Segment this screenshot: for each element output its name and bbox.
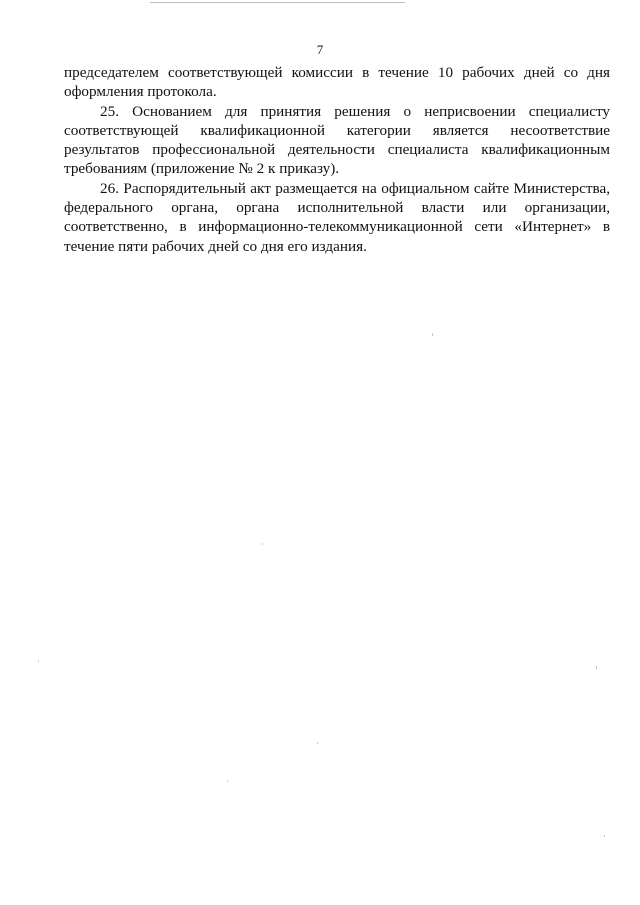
page-number: 7 [316,42,324,57]
scan-speck [317,742,318,744]
paragraph-25: 25. Основанием для принятия решения о неприсвоении специалисту соответствующей квалификационной категории является несоответствие результатов профессиональной деятельности специалиста квалификационным требованиям (приложение № 2 к приказу). [64,102,610,178]
paragraph-continuation: председателем соответствующей комиссии в течение 10 рабочих дней со дня оформления протокола. [64,64,610,101]
scan-speck [227,780,228,782]
document-body [64,63,610,256]
scan-speck [604,835,605,837]
paragraph-26: 26. Распорядительный акт размещается на официальном сайте Министерства, федерального органа, органа исполнительной власти или организации, соответственно, в информационно-телекоммуникационной сети «Интернет» в течение пяти рабочих дней со дня его издания. [64,179,610,255]
scan-speck [38,660,39,662]
scan-speck [596,666,597,669]
scan-speck [262,543,263,545]
scan-speck [432,333,433,336]
scan-top-edge [150,2,405,3]
